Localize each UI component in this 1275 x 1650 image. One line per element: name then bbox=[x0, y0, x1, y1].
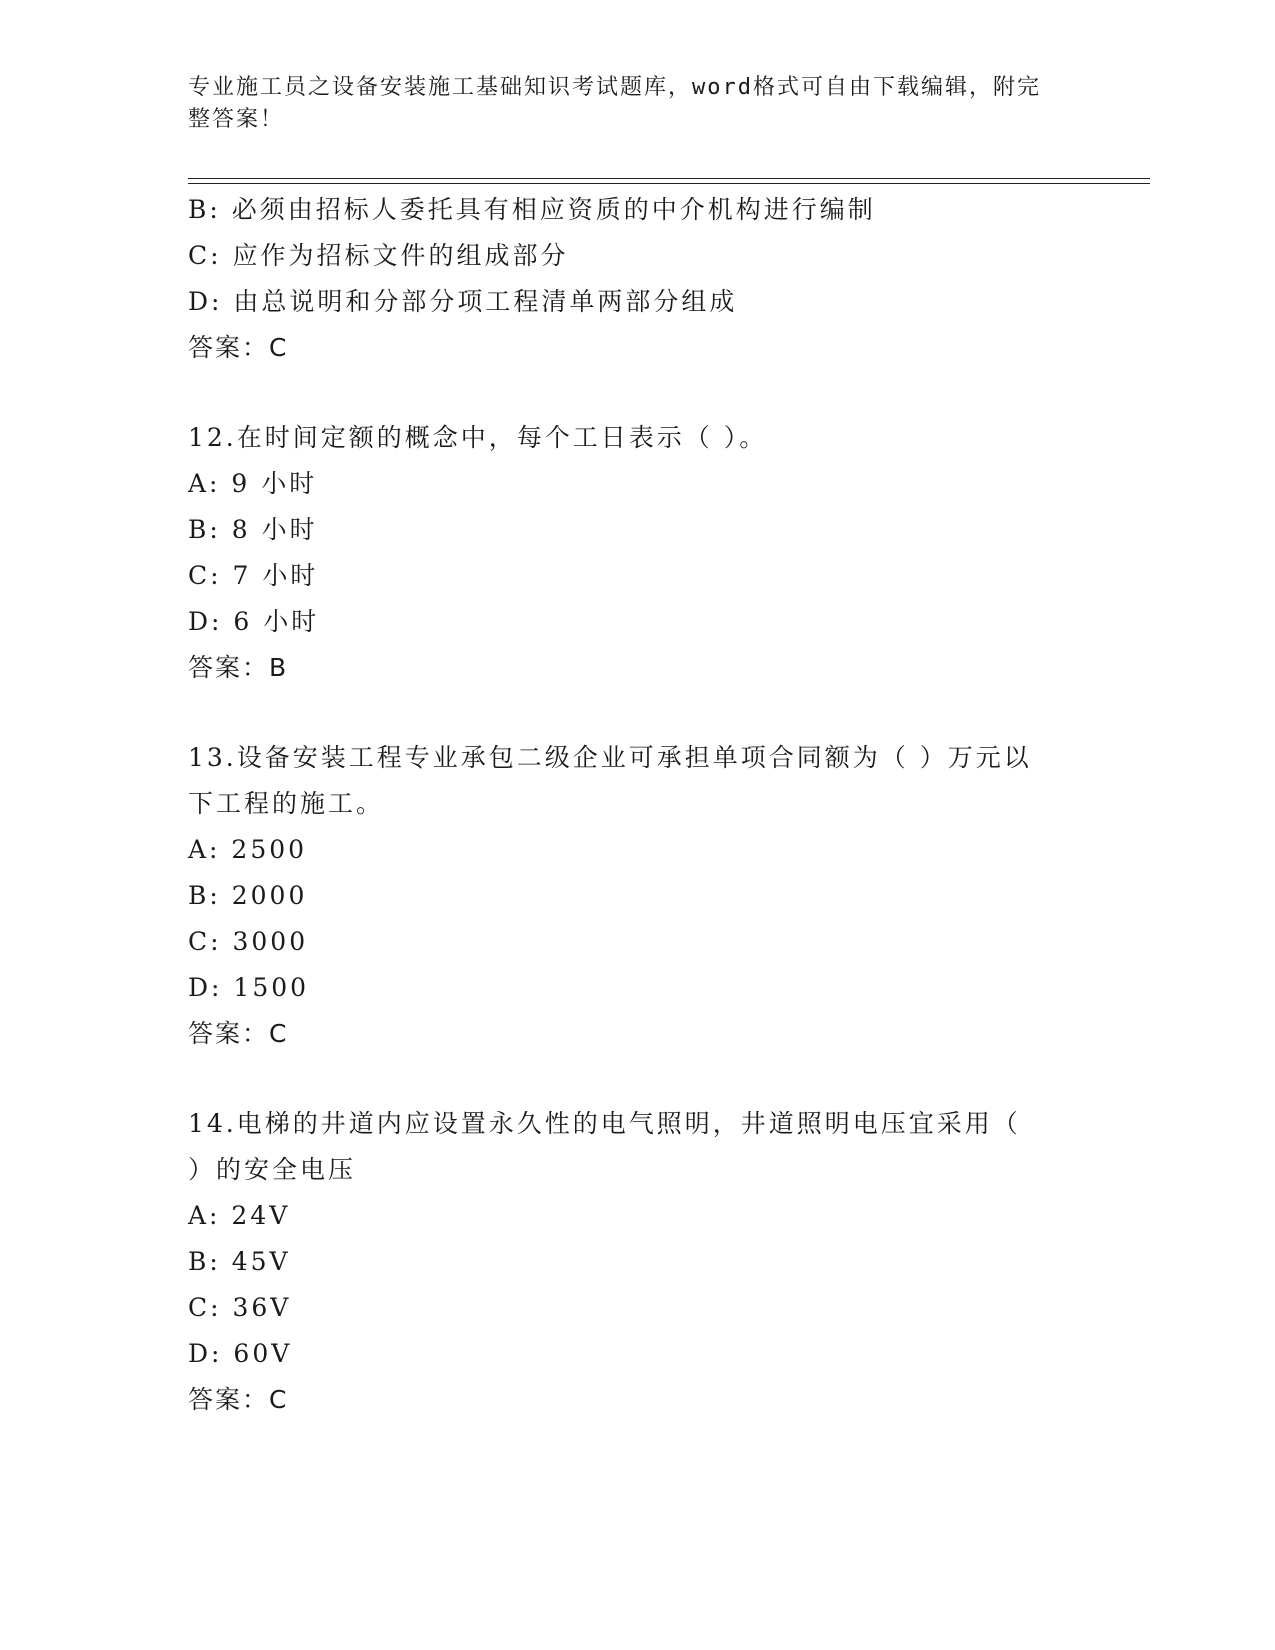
q12-option-d: D: 6 小时 bbox=[188, 607, 320, 636]
q11-option-b: B: 必须由招标人委托具有相应资质的中介机构进行编制 bbox=[188, 195, 876, 224]
q12-option-b: B: 8 小时 bbox=[188, 515, 318, 544]
q11-answer: 答案：C bbox=[188, 333, 289, 362]
spacer bbox=[188, 1057, 1088, 1101]
q14-option-a: A: 24V bbox=[188, 1201, 291, 1230]
header-divider-top bbox=[188, 178, 1150, 179]
q14-option-b: B: 45V bbox=[188, 1247, 291, 1276]
header-title-line-1: 专业施工员之设备安装施工基础知识考试题库，word格式可自由下载编辑，附完 bbox=[188, 75, 1041, 100]
q13-option-d: D: 1500 bbox=[188, 973, 310, 1002]
document-body bbox=[188, 187, 1088, 1423]
q13-option-c: C: 3000 bbox=[188, 927, 309, 956]
q12-question: 12.在时间定额的概念中，每个工日表示（ ）。 bbox=[188, 423, 768, 452]
header-title-line-2: 整答案！ bbox=[188, 107, 285, 132]
q14-question-line-1: 14.电梯的井道内应设置永久性的电气照明，井道照明电压宜采用（ bbox=[188, 1109, 1021, 1138]
q13-option-a: A: 2500 bbox=[188, 835, 308, 864]
header-divider-bottom bbox=[188, 183, 1150, 184]
question-14-block bbox=[188, 1101, 1088, 1423]
question-13-block bbox=[188, 735, 1088, 1057]
question-12-block bbox=[188, 415, 1088, 691]
q13-question-line-2: 下工程的施工。 bbox=[188, 789, 385, 818]
q14-option-c: C: 36V bbox=[188, 1293, 292, 1322]
q11-option-d: D: 由总说明和分部分项工程清单两部分组成 bbox=[188, 287, 738, 316]
spacer bbox=[188, 371, 1088, 415]
q12-option-a: A: 9 小时 bbox=[188, 469, 318, 498]
q14-question-line-2: ）的安全电压 bbox=[188, 1155, 357, 1184]
q12-answer: 答案：B bbox=[188, 653, 289, 682]
q14-answer: 答案：C bbox=[188, 1385, 289, 1414]
spacer bbox=[188, 691, 1088, 735]
q12-option-c: C: 7 小时 bbox=[188, 561, 319, 590]
q13-answer: 答案：C bbox=[188, 1019, 289, 1048]
document-header bbox=[188, 72, 1068, 136]
q11-option-c: C: 应作为招标文件的组成部分 bbox=[188, 241, 569, 270]
q13-question-line-1: 13.设备安装工程专业承包二级企业可承担单项合同额为（ ）万元以 bbox=[188, 743, 1032, 772]
q14-option-d: D: 60V bbox=[188, 1339, 293, 1368]
question-11-block bbox=[188, 187, 1088, 371]
q13-option-b: B: 2000 bbox=[188, 881, 308, 910]
